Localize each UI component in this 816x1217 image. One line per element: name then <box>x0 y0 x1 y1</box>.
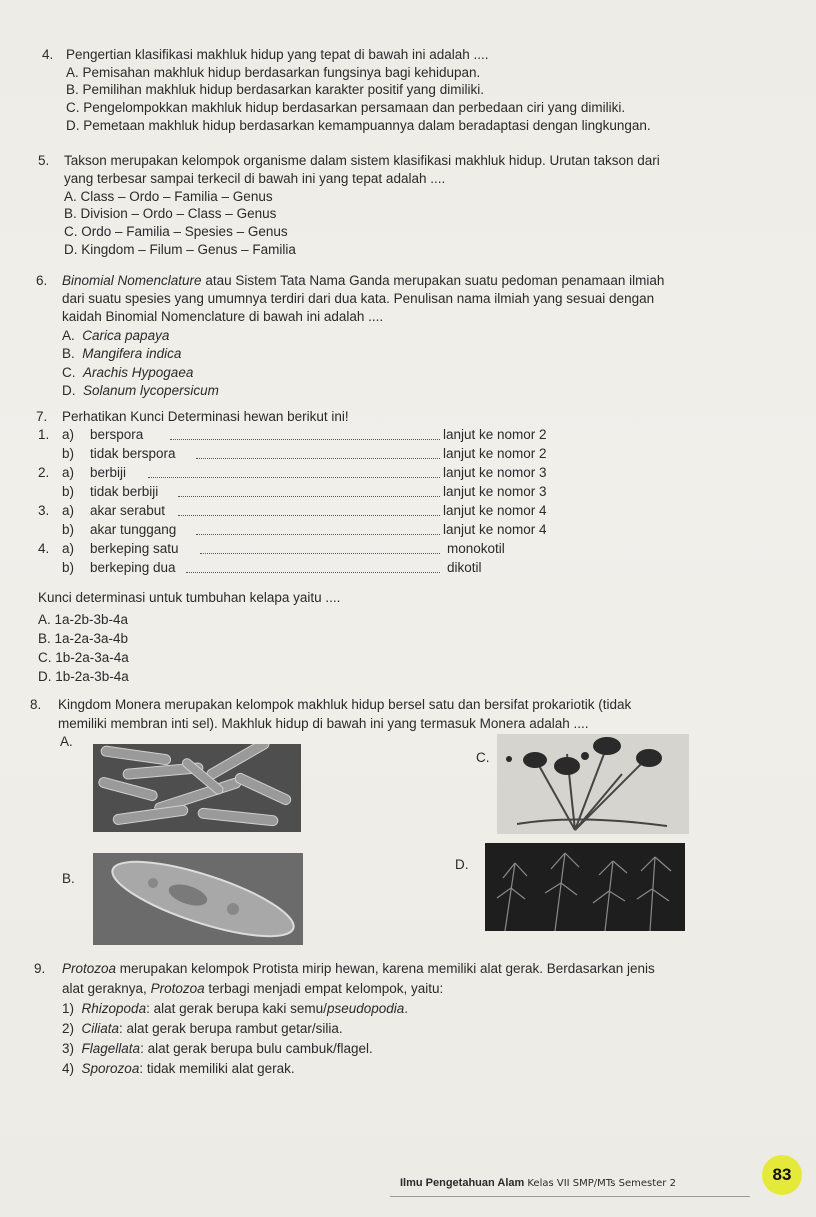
q4-number: 4. <box>42 47 54 62</box>
key-row-dots <box>178 506 440 516</box>
key-row-result: lanjut ke nomor 3 <box>443 465 547 480</box>
q6-option-d: D. Solanum lycopersicum <box>62 383 219 398</box>
key-row-text: berbiji <box>90 465 127 480</box>
key-row-result: monokotil <box>447 541 505 556</box>
key-row-dots <box>170 430 440 440</box>
q8-label-c: C. <box>476 750 490 765</box>
key-row-num: 2. <box>38 465 50 480</box>
q6-stem-italic: Binomial Nomenclature <box>62 273 202 288</box>
key-row-dots <box>148 468 440 478</box>
key-row-sub: a) <box>62 465 75 480</box>
key-row-text: berkeping dua <box>90 560 176 575</box>
moss-image <box>485 843 685 931</box>
footer-subtitle: Kelas VII SMP/MTs Semester 2 <box>527 1178 676 1189</box>
q6-stem-line2: dari suatu spesies yang umumnya terdiri dari dua kata. Penulisan nama ilmiah yang sesuai dengan <box>62 291 655 306</box>
q6-stem-line1 <box>62 272 664 289</box>
q6-stem-line3: kaidah Binomial Nomenclature di bawah ini adalah .... <box>62 309 384 324</box>
key-row-dots <box>178 487 440 497</box>
key-row-num: 4. <box>38 541 50 556</box>
key-row-result: dikotil <box>447 560 482 575</box>
q4-option-c: C. Pengelompokkan makhluk hidup berdasarkan persamaan dan perbedaan ciri yang dimiliki. <box>66 100 626 115</box>
q7-stem: Perhatikan Kunci Determinasi hewan berikut ini! <box>62 409 349 424</box>
q8-number: 8. <box>30 697 42 712</box>
q4-stem: Pengertian klasifikasi makhluk hidup yang tepat di bawah ini adalah .... <box>66 47 489 62</box>
key-row-dots <box>196 449 440 459</box>
key-row-dots <box>200 544 440 554</box>
key-row-sub: a) <box>62 541 75 556</box>
key-row-sub: a) <box>62 503 75 518</box>
q4-option-a: A. Pemisahan makhluk hidup berdasarkan fungsinya bagi kehidupan. <box>66 65 481 80</box>
q6-number: 6. <box>36 273 48 288</box>
q9-stem-line2: alat geraknya, Protozoa terbagi menjadi empat kelompok, yaitu: <box>62 981 444 996</box>
paramecium-illustration <box>93 853 303 945</box>
key-row-text: tidak berbiji <box>90 484 159 499</box>
page-number-badge: 83 <box>762 1155 802 1195</box>
q5-option-a: A. Class – Ordo – Familia – Genus <box>64 189 273 204</box>
key-row-text: berspora <box>90 427 144 442</box>
q7-option-a: A. 1a-2b-3b-4a <box>38 612 129 627</box>
key-row-sub: b) <box>62 446 75 461</box>
q9-stem-line1: Protozoa merupakan kelompok Protista mirip hewan, karena memiliki alat gerak. Berdasarkan jenis <box>62 961 655 976</box>
q8-label-d: D. <box>455 857 469 872</box>
key-row-text: akar serabut <box>90 503 166 518</box>
bacteria-illustration <box>93 744 301 832</box>
key-row-sub: a) <box>62 427 75 442</box>
mold-image <box>497 734 689 834</box>
q9-item-2: 2) Ciliata: alat gerak berupa rambut getar/silia. <box>62 1021 343 1036</box>
key-row-result: lanjut ke nomor 2 <box>443 427 547 442</box>
q7-question: Kunci determinasi untuk tumbuhan kelapa yaitu .... <box>38 590 341 605</box>
mold-illustration <box>497 734 689 834</box>
q6-option-b: B. Mangifera indica <box>62 346 182 361</box>
q9-item-4: 4) Sporozoa: tidak memiliki alat gerak. <box>62 1061 295 1076</box>
key-row-text: akar tunggang <box>90 522 177 537</box>
key-row-text: berkeping satu <box>90 541 179 556</box>
q5-option-d: D. Kingdom – Filum – Genus – Familia <box>64 242 296 257</box>
q7-option-b: B. 1a-2a-3a-4b <box>38 631 129 646</box>
q8-label-a: A. <box>60 734 73 749</box>
bacteria-image <box>93 744 301 832</box>
q4-option-b: B. Pemilihan makhluk hidup berdasarkan karakter positif yang dimiliki. <box>66 82 484 97</box>
footer-divider <box>390 1196 750 1197</box>
q8-label-b: B. <box>62 871 75 886</box>
q8-stem-line1: Kingdom Monera merupakan kelompok makhluk hidup bersel satu dan bersifat prokariotik (tidak <box>58 697 632 712</box>
key-row-result: lanjut ke nomor 4 <box>443 522 547 537</box>
key-row-sub: b) <box>62 522 75 537</box>
q9-item-1: 1) Rhizopoda: alat gerak berupa kaki semu/pseudopodia. <box>62 1001 409 1016</box>
q6-option-c: C. Arachis Hypogaea <box>62 365 194 380</box>
q9-number: 9. <box>34 961 46 976</box>
moss-illustration <box>485 843 685 931</box>
key-row-num: 1. <box>38 427 50 442</box>
key-row-dots <box>196 525 440 535</box>
q7-option-d: D. 1b-2a-3b-4a <box>38 669 129 684</box>
key-row-result: lanjut ke nomor 4 <box>443 503 547 518</box>
q6-stem-line1-rest: atau Sistem Tata Nama Ganda merupakan suatu pedoman penamaan ilmiah <box>201 273 665 288</box>
key-row-sub: b) <box>62 560 75 575</box>
q7-option-c: C. 1b-2a-3a-4a <box>38 650 129 665</box>
q6-option-a: A. Carica papaya <box>62 328 170 343</box>
q4-option-d: D. Pemetaan makhluk hidup berdasarkan kemampuannya dalam beradaptasi dengan lingkungan. <box>66 118 651 133</box>
key-row-result: lanjut ke nomor 3 <box>443 484 547 499</box>
q5-number: 5. <box>38 153 50 168</box>
q8-stem-line2: memiliki membran inti sel). Makhluk hidup di bawah ini yang termasuk Monera adalah .... <box>58 716 589 731</box>
key-row-dots <box>186 563 440 573</box>
key-row-sub: b) <box>62 484 75 499</box>
paramecium-image <box>93 853 303 945</box>
key-row-result: lanjut ke nomor 2 <box>443 446 547 461</box>
key-row-num: 3. <box>38 503 50 518</box>
q5-stem-line2: yang terbesar sampai terkecil di bawah ini yang tepat adalah .... <box>64 171 446 186</box>
q5-option-b: B. Division – Ordo – Class – Genus <box>64 206 277 221</box>
q5-stem-line1: Takson merupakan kelompok organisme dalam sistem klasifikasi makhluk hidup. Urutan takson dari <box>64 153 660 168</box>
q9-item-3: 3) Flagellata: alat gerak berupa bulu cambuk/flagel. <box>62 1041 373 1056</box>
q5-option-c: C. Ordo – Familia – Spesies – Genus <box>64 224 288 239</box>
q7-number: 7. <box>36 409 48 424</box>
footer-title: Ilmu Pengetahuan Alam <box>400 1177 525 1189</box>
page-footer <box>400 1177 676 1189</box>
key-row-text: tidak berspora <box>90 446 176 461</box>
